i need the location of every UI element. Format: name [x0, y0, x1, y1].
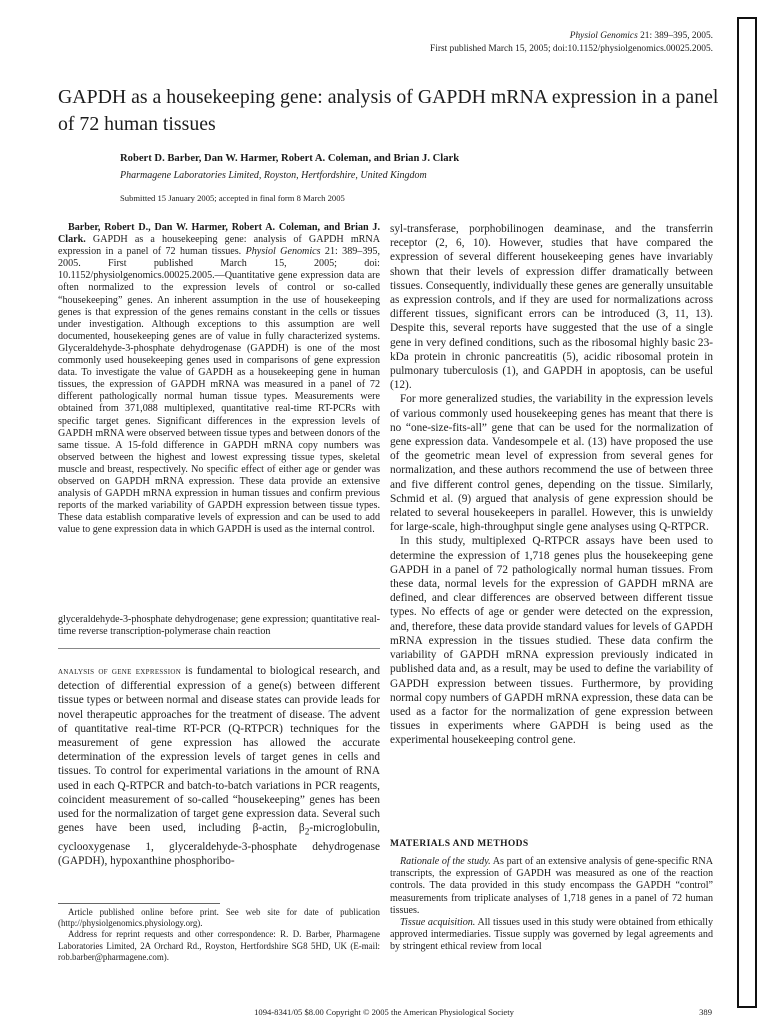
doi-line: First published March 15, 2005; doi:10.1152/physiolgenomics.00025.2005.	[430, 44, 713, 54]
right-column-text	[390, 222, 713, 748]
paragraph: Rationale of the study. As part of an extensive analysis of gene-specific RNA transcripts, the expression of GAPDH was measured as one of the reaction controls. The data provided in this study encompass the GAPDH “control” measurements from triplicate analyses of 1,718 genes in a panel of 72 human tissues.	[390, 856, 713, 916]
abstract: Barber, Robert D., Dan W. Harmer, Robert A. Coleman, and Brian J. Clark. GAPDH as a housekeeping gene: analysis of GAPDH mRNA expression in a panel of 72 human tissues. Physiol Genomics 21: 389–395, 2005. First published March 15, 2005; doi: 10.1152/physiolgenomics.00025.2005.—Quantitative gene expression data are often normalized to the expression levels of control or so-called “housekeeping” genes. An inherent assumption in the use of housekeeping genes is that expression of the genes remains constant in the cells or tissues under investigation. Although exceptions to this assumption are well documented, housekeeping genes are of value in fully characterized systems. Glyceraldehyde-3-phosphate dehydrogenase (GAPDH) is one of the most commonly used housekeeping genes used in comparisons of gene expression data. To investigate the value of GAPDH as a housekeeping gene in human tissues, the expression of GAPDH mRNA was measured in a panel of 72 different pathologically normal human tissue types. Measurements were obtained from 371,088 multiplexed, quantitative real-time RT-PCRs with specific target genes. Significant differences in the expression levels of GAPDH mRNA were observed between tissue types and between donors of the same tissue. A 15-fold difference in GAPDH mRNA copy numbers was observed between the highest and lowest expressing tissue types, skeletal muscle and breast, respectively. No specific effect of either age or gender was observed on GAPDH mRNA expression. These data provide an extensive analysis of GAPDH mRNA expression in human tissues and confirm previous reports of the marked variability of GAPDH expression between tissue types. These data establish comparative levels of expression and can be used to add value to gene expression data in which GAPDH is used as the internal control.	[58, 222, 381, 536]
footnote-divider	[58, 903, 220, 904]
paragraph: For more generalized studies, the variability in the expression levels of various commonly used housekeeping genes has meant that there is no “one-size-fits-all” gene that can be used for the normalization of gene expression data. Vandesompele et al. (13) have proposed the use of the geometric mean level of expression from several genes for normalization, and these authors recommend the use of between three and five different control genes, depending on the tissue. Similarly, Schmid et al. (9) argued that analysis of gene expression should be related to several housekeepers in parallel. However, this is unwieldy for large-scale, high-throughput single gene analyses using Q-RTPCR.	[390, 393, 713, 534]
author-list: Robert D. Barber, Dan W. Harmer, Robert A. Coleman, and Brian J. Clark	[120, 153, 460, 164]
paragraph: syl-transferase, porphobilinogen deaminase, and the transferrin receptor (2, 6, 10). However, studies that have compared the expression of several different housekeeping genes have invariably shown that their levels of expression differ dramatically between tissues. Consequently, individually these genes are generally unsuitable as expression controls, and if they are used for normalizations across different tissues, significant errors can be introduced (3, 11, 13). Despite this, several reports have suggested that the use of a single gene in very defined conditions, such as the ribosomal highly basic 23-kDa protein in chronic pancreatitis (5), acidic ribosomal protein in pulmonary tuberculosis (1), and GAPDH in apoptosis, can be useful (12).	[390, 223, 713, 392]
keywords: glyceraldehyde-3-phosphate dehydrogenase; gene expression; quantitative real-time reverse transcription-polymerase chain reaction	[58, 614, 380, 638]
footnotes	[58, 907, 380, 963]
footnote: Address for reprint requests and other correspondence: R. D. Barber, Pharmagene Laboratories Limited, 2A Orchard Rd., Royston, Hertfordshire SG8 5HD, UK (E-mail: rob.barber@pharmagene.com).	[58, 929, 380, 962]
paragraph: In this study, multiplexed Q-RTPCR assays have been used to determine the expression of 1,718 genes plus the housekeeping gene GAPDH in a panel of 72 pathologically normal human tissues. From these data, normal levels for the expression of GAPDH mRNA are defined, and clear differences are observed between different tissue types. No effects of age or gender were detected on the expression, and, therefore, these data provide standard values for levels of GAPDH mRNA expression in the tissues studied. These data confirm the variability of GAPDH mRNA expression previously indicated in published data and, as a result, may be used to define the variability of GAPDH expression between tissues. Furthermore, by providing normal copy numbers of GAPDH mRNA expression, these data can be used as a factor for the normalization of gene expression between tissues in experiments where GAPDH is being used as the experimental housekeeping control gene.	[390, 535, 713, 747]
article-title: GAPDH as a housekeeping gene: analysis of GAPDH mRNA expression in a panel of 72 human tissues	[58, 86, 719, 135]
copyright-footer: 1094-8341/05 $8.00 Copyright © 2005 the American Physiological Society	[254, 1007, 514, 1017]
affiliation: Pharmagene Laboratories Limited, Royston, Hertfordshire, United Kingdom	[120, 170, 427, 181]
page-edge-bar	[737, 17, 757, 1008]
methods-text	[390, 856, 713, 954]
submission-dates: Submitted 15 January 2005; accepted in final form 8 March 2005	[120, 193, 345, 203]
paragraph: Tissue acquisition. All tissues used in this study were obtained from ethically approved intermediaries. Tissue supply was governed by legal agreements and by stringent ethical review from local	[390, 917, 714, 953]
section-divider	[58, 648, 380, 649]
running-header: Physiol Genomics 21: 389–395, 2005. First published March 15, 2005; doi:10.1152/physiolgenomics.00025.2005.	[430, 31, 713, 54]
introduction: analysis of gene expression is fundamental to biological research, and detection of differential expression of a gene(s) between different tissue types or between normal and disease states can provide leads for novel therapeutic approaches for the treatment of disease. The advent of quantitative real-time RT-PCR (Q-RTPCR) techniques for the measurement of gene expression has allowed the accurate determination of the expression levels of target genes in cells and tissues. To control for experimental variations in the amount of RNA used in each Q-RTPCR and batch-to-batch variations in PCR reagents, coincident measurement of so-called “housekeeping” genes has been used for the normalization of target gene expression data. Several such genes have been used, including β-actin, $\beta_2$-microglobulin, cyclooxygenase 1, glyceraldehyde-3-phosphate dehydrogenase (GAPDH), hypoxanthine phosphoribo-	[58, 665, 380, 867]
methods-heading: MATERIALS AND METHODS	[390, 839, 529, 849]
page-number: 389	[699, 1007, 712, 1017]
footnote: Article published online before print. See web site for date of publication (http://physiolgenomics.physiology.org).	[58, 907, 380, 929]
